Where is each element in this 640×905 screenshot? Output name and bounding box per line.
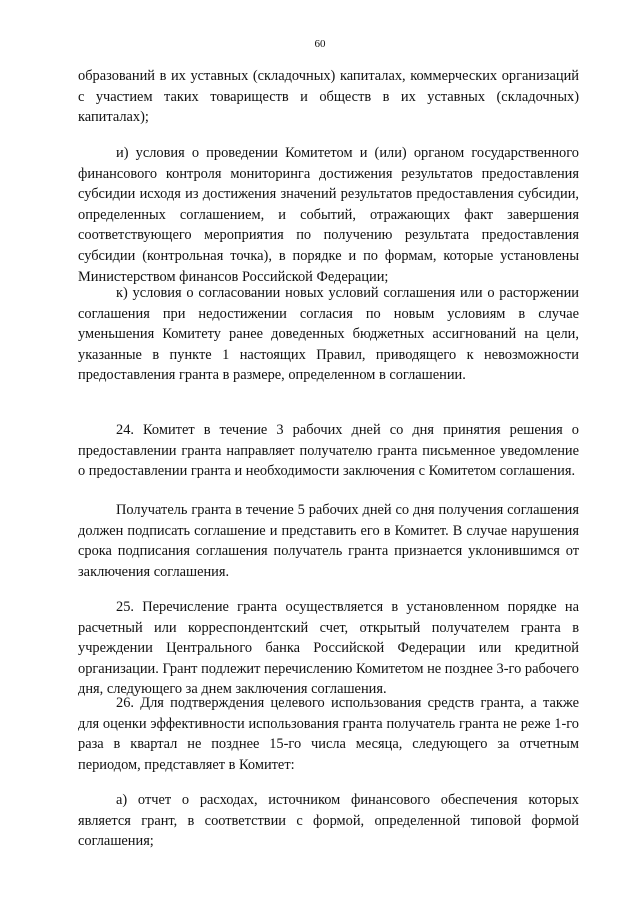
- paragraph-item-k: к) условия о согласовании новых условий соглашения или о расторжении соглашения при недостижении согласия по новым условиям в случае уменьшения Комитету ранее доведенных бюджетных ассигнований на цели, указанные в пункте 1 настоящих Правил, приводящего к невозможности предоставления гранта в размере, определенном в соглашении.: [78, 285, 579, 384]
- paragraph-25: 25. Перечисление гранта осуществляется в установленном порядке на расчетный или корреспондентский счет, открытый получателем гранта в учреждении Центрального банка Российской Федерации или кредитной организации. Грант подлежит перечислению Комитетом не позднее 3-го рабочего дня, следующего за днем заключения соглашения.: [78, 599, 579, 698]
- paragraph-item-a: а) отчет о расходах, источником финансового обеспечения которых является грант, в соответствии с формой, определенной типовой формой соглашения;: [78, 792, 579, 850]
- paragraph-continuation: образований в их уставных (складочных) капиталах, коммерческих организаций с участием таких товариществ и обществ в их уставных (складочных) капиталах);: [78, 68, 579, 126]
- paragraph-26: 26. Для подтверждения целевого использования средств гранта, а также для оценки эффективности использования гранта получатель гранта не реже 1-го раза в квартал не позднее 15-го числа месяца, следующего за отчетным периодом, представляет в Комитет:: [78, 695, 579, 773]
- page-number: 60: [314, 38, 326, 50]
- paragraph-24-recipient: Получатель гранта в течение 5 рабочих дней со дня получения соглашения должен подписать соглашение и представить его в Комитет. В случае нарушения срока подписания соглашения получатель гранта признается уклонившимся от заключения соглашения.: [78, 502, 579, 580]
- paragraph-24: 24. Комитет в течение 3 рабочих дней со дня принятия решения о предоставлении гранта направляет получателю гранта письменное уведомление о предоставлении гранта и необходимости заключения с Комитетом соглашения.: [78, 422, 579, 480]
- paragraph-item-i: и) условия о проведении Комитетом и (или) органом государственного финансового контроля мониторинга достижения результатов предоставления субсидии исходя из достижения значений результатов предоставления субсидии, определенных соглашением, и событий, отражающих факт завершения соответствующего мероприятия по получению результата предоставления субсидии (контрольная точка), в порядке и по формам, которые установлены Министерством финансов Российской Федерации;: [78, 145, 579, 285]
